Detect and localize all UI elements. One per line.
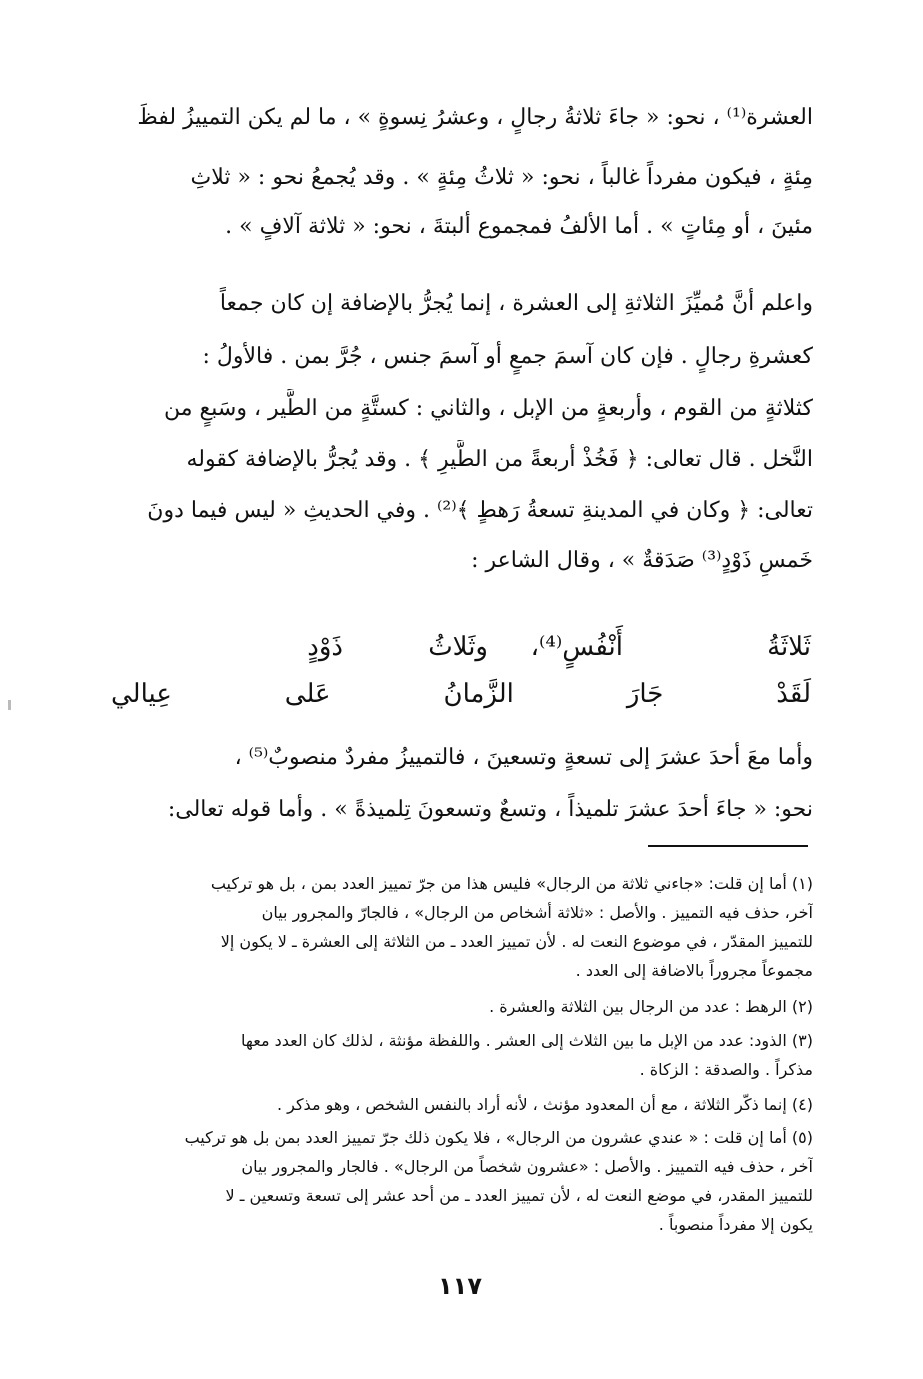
verse-word: وثَلاثُ xyxy=(428,632,488,662)
footnote-line: للتمييز المقدر، في موضع النعت له ، لأن تمييز العدد ـ من أحد عشر إلى تسعة وتسعين ـ لا xyxy=(225,1186,813,1205)
footnote-line: آخر، حذف فيه التمييز . والأصل : «ثلاثة أشخاص من الرجال» ، فالجارّ والمجرور بيان xyxy=(261,903,813,922)
body-line: خَمسِ ذَوْدٍ⁽³⁾ صَدَقةٌ » ، وقال الشاعر : xyxy=(471,548,813,573)
footnote-line: مجموعاً مجروراً بالاضافة إلى العدد . xyxy=(575,961,813,980)
scan-mark xyxy=(8,700,11,710)
page-number: ١١٧ xyxy=(438,1272,482,1300)
body-line: تعالى: ﴿ وكان في المدينةِ تسعةُ رَهطٍ ﴾⁽²⁾ . وفي الحديثِ « ليس فيما دونَ xyxy=(147,498,813,523)
body-line: نحو: « جاءَ أحدَ عشرَ تلميذاً ، وتسعٌ وتسعونَ تِلميذةً » . وأما قوله تعالى: xyxy=(167,797,813,822)
body-line: النَّخل . قال تعالى: ﴿ فَخُذْ أربعةً من الطَّيرِ ﴾ . وقد يُجرُّ بالإضافة كقوله xyxy=(186,447,813,472)
body-line: مِئةٍ ، فيكون مفرداً غالباً ، نحو: « ثلاثُ مِئةٍ » . وقد يُجمعُ نحو : « ثلاثِ xyxy=(190,165,813,190)
body-line: وأما معَ أحدَ عشرَ إلى تسعةٍ وتسعينَ ، فالتمييزُ مفردٌ منصوبٌ⁽⁵⁾ ، xyxy=(234,745,813,770)
footnote-line: (٤) إنما ذكّر الثلاثة ، مع أن المعدود مؤنث ، لأنه أراد بالنفس الشخص ، وهو مذكر . xyxy=(276,1095,813,1114)
footnote-line: (٣) الذود: عدد من الإبل ما بين الثلاث إلى العشر . واللفظة مؤنثة ، لذلك كان العدد معها xyxy=(241,1031,813,1050)
footnote-line: مذكراً . والصدقة : الزكاة . xyxy=(639,1060,813,1079)
footnote-line: (٢) الرهط : عدد من الرجال بين الثلاثة والعشرة . xyxy=(489,997,813,1016)
footnote-separator xyxy=(648,845,808,847)
footnote-line: (٥) أما إن قلت : « عندي عشرون من الرجال» ، فلا يكون ذلك جرّ تمييز العدد بمن بل هو تركيب xyxy=(184,1128,813,1147)
footnote-line: للتمييز المقدّر ، في موضوع النعت له . لأن تمييز العدد ـ من الثلاثة إلى العشرة ـ لا يكون إلا xyxy=(220,932,813,951)
verse-line-2: لَقَدْ جَارَ الزَّمانُ عَلى عِيالي xyxy=(111,679,811,709)
footnote-line: يكون إلا مفرداً منصوباً . xyxy=(658,1215,813,1234)
body-line: مئينَ ، أو مِئاتٍ » . أما الألفُ فمجموع ألبتةَ ، نحو: « ثلاثة آلافٍ » . xyxy=(225,214,813,239)
body-line: كثلاثةٍ من القوم ، وأربعةٍ من الإبل ، والثاني : كستَّةٍ من الطَّير ، وسَبعٍ من xyxy=(164,396,813,421)
body-line: واعلم أنَّ مُميِّزَ الثلاثةِ إلى العشرة ، إنما يُجرُّ بالإضافة إن كان جمعاً xyxy=(219,291,813,316)
body-line: كعشرةِ رجالٍ . فإن كان آسمَ جمعٍ أو آسمَ جنس ، جُرَّ بمن . فالأولُ : xyxy=(202,344,813,369)
verse-word: ثَلاثَةُ xyxy=(767,632,811,662)
body-line: العشرة⁽¹⁾ ، نحو: « جاءَ ثلاثةُ رجالٍ ، وعشرُ نِسوةٍ » ، ما لم يكن التمييزُ لفظَ xyxy=(137,105,813,130)
verse-word: أَنْفُسٍ⁽⁴⁾، xyxy=(530,632,623,662)
footnote-line: آخر ، حذف فيه التمييز . والأصل : «عشرون شخصاً من الرجال» . فالجار والمجرور بيان xyxy=(241,1157,813,1176)
verse-word: ذَوْدٍ xyxy=(307,632,343,662)
footnote-line: (١) أما إن قلت: «جاءني ثلاثة من الرجال» فليس هذا من جرّ تمييز العدد بمن ، بل هو تركيب xyxy=(210,874,813,893)
